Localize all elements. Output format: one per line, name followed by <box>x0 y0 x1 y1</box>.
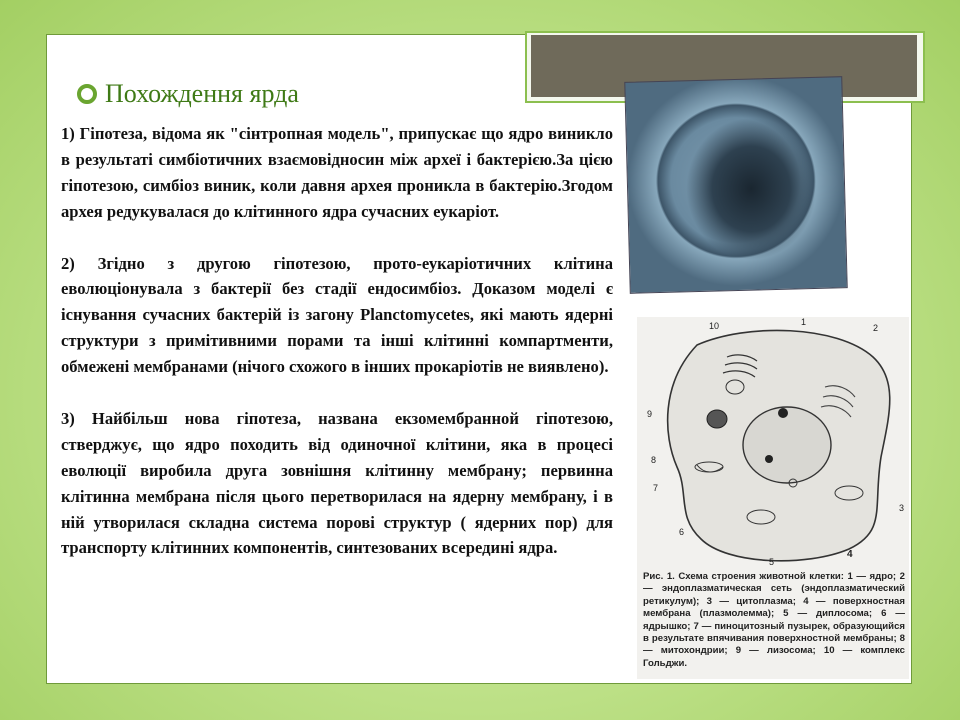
body-text <box>61 121 613 561</box>
diagram-label-7: 7 <box>653 483 659 493</box>
animal-cell-diagram-image <box>637 317 909 567</box>
diagram-label-1: 1 <box>801 317 807 327</box>
paragraph-hypothesis-3: 3) Найбільш нова гіпотеза, названа екзомембранной гіпотезою, стверджує, що ядро походить від одиночної клітини, яка в процесі еволюції виробила друга зовнішня клітинну мембрану; первинна клітинна мембрана після цього перетворилася на ядерну мембрану, і в ній утворилася складна система порові структур ( ядерних пор) для транспорту клітинних компонентів, синтезованих всередині ядра. <box>61 408 613 558</box>
heading-text: Похождення ярда <box>105 79 299 108</box>
diagram-label-5: 5 <box>769 557 775 567</box>
diagram-label-3: 3 <box>899 503 905 513</box>
bullet-icon <box>77 84 97 104</box>
paragraph-hypothesis-2: 2) Згідно з другою гіпотезою, прото-еукаріотичних клітина еволюціонувала з бактерії без стадії ендосимбіоз. Доказом моделі є існування сучасних бактерій із загону Planctomycetes, які мають ядерні структури з примітивними порами та інші клітинні компартменти, обмежені мембранами (нічого схожого в інших прокаріотів не виявлено). <box>61 253 613 377</box>
paragraph-hypothesis-1: 1) Гіпотеза, відома як "сінтропная модель", припускає що ядро виникло в результаті симбіотичних взаємовідносин між археї і бактерією.За цією гіпотезою, симбіоз виник, коли давня архея проникла в бактерію.Згодом архея редукувалася до клітинного ядра сучасних еукаріот. <box>61 124 613 221</box>
diagram-label-2: 2 <box>873 323 879 333</box>
diagram-label-6: 6 <box>679 527 685 537</box>
nucleus-micrograph-image <box>624 76 847 294</box>
diagram-label-10: 10 <box>709 321 720 331</box>
cell-diagram <box>637 317 909 679</box>
diagram-label-4: 4 <box>847 549 853 560</box>
slide-heading <box>77 77 299 111</box>
diagram-label-8: 8 <box>651 455 657 465</box>
slide <box>46 34 912 684</box>
diagram-label-9: 9 <box>647 409 653 419</box>
diagram-caption: Рис. 1. Схема строения животной клетки: 1 — ядро; 2 — эндоплазматическая сеть (эндоплазматический ретикулум); 3 — цитоплазма; 4 — поверхностная мембрана (плазмолемма); 5 — диплосома; 6 — ядрышко; 7 — пиноцитозный пузырек, образующийся в результате впячивания поверхностной мембраны; 8 — митохондрии; 9 — лизосома; 10 — комплекс Гольджи. <box>643 571 905 669</box>
